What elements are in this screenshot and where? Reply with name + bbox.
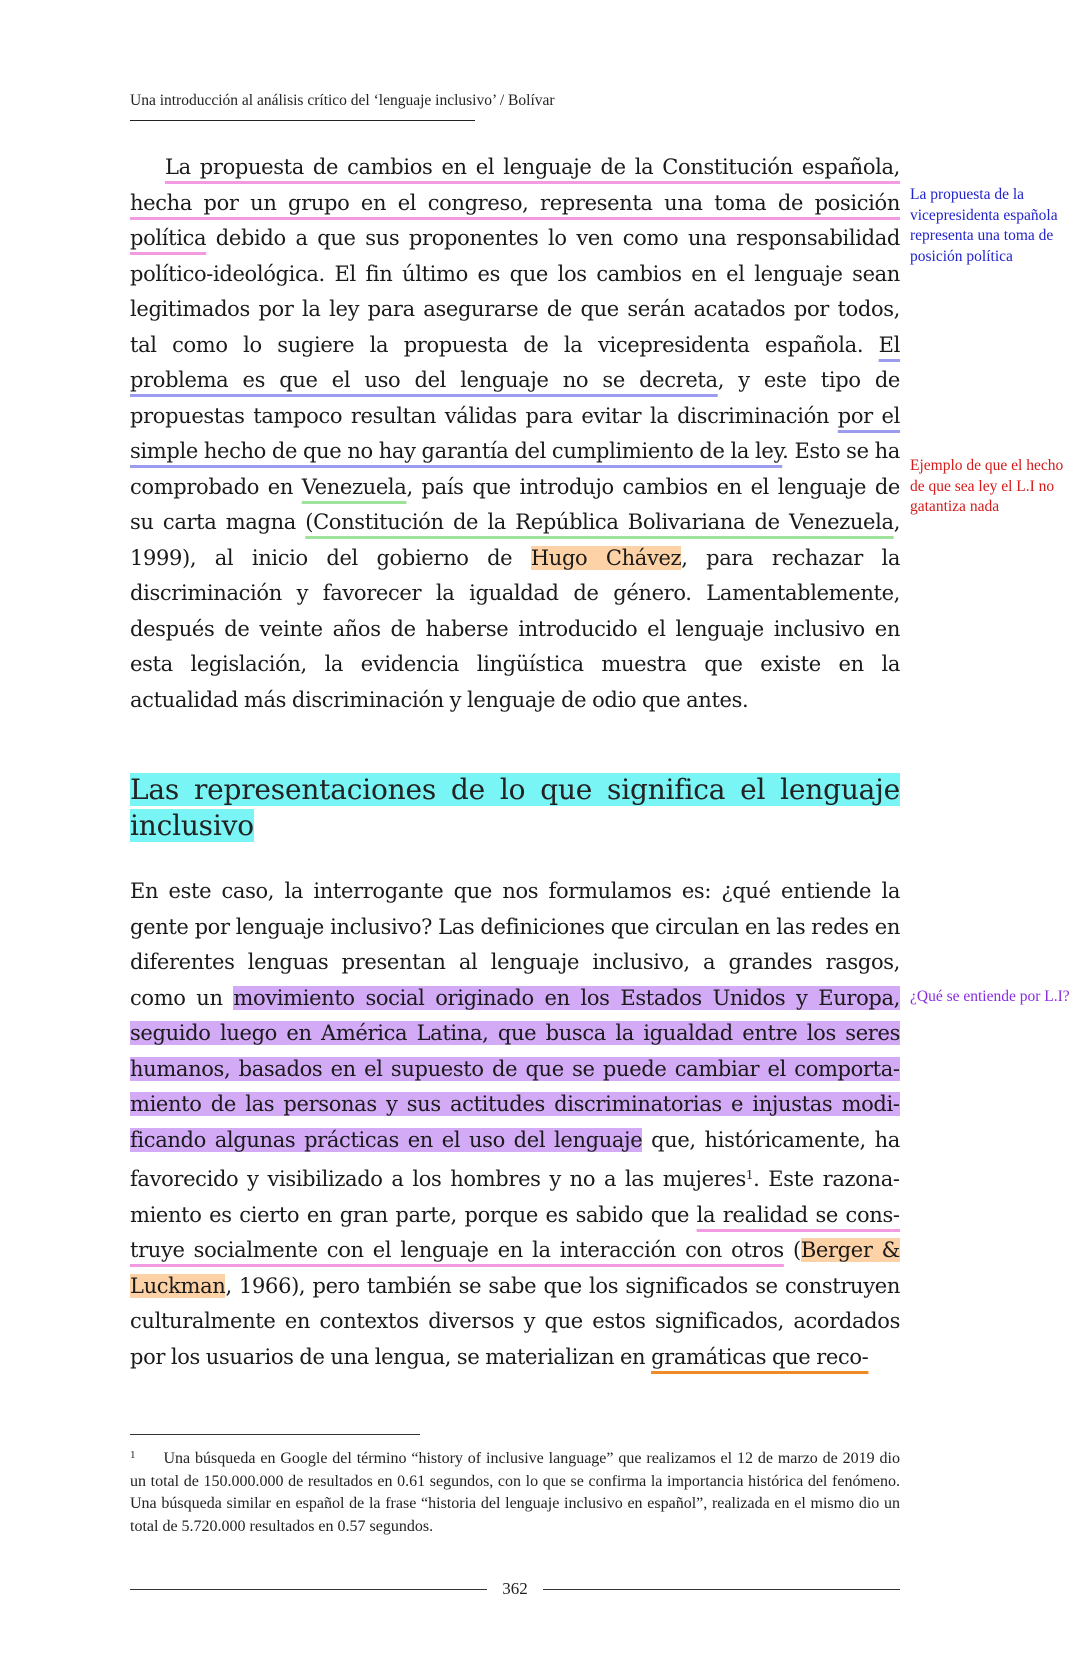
section-heading xyxy=(130,772,900,844)
paragraph-2 xyxy=(130,874,900,1375)
footnote xyxy=(130,1444,900,1538)
page-number: 362 xyxy=(502,1579,528,1598)
paragraph-text-run: , y este tipo de propuestas tampoco resultan válidas para evitar la discriminación xyxy=(130,368,901,428)
paragraph-text-run: , 1966), pero también se sabe que los significados se construyen culturalmente en contextos diversos y que estos significados, acordados por los usuarios de una lengua, se materializan en xyxy=(130,1273,900,1369)
annotation-underline-pink: La propuesta de cambios en el lenguaje de la Constitución española, hecha por un grupo en el congreso, representa una toma de posición política xyxy=(130,155,900,250)
footer-rule-left xyxy=(130,1589,487,1590)
margin-note-red: Ejemplo de que el hecho de que sea ley el L.I no gatantiza nada xyxy=(910,457,1064,515)
paragraph-1-text xyxy=(130,150,900,718)
annotation-highlight-peach: Berger & Luckman xyxy=(130,1238,900,1298)
paragraph-text-run: . Esto se ha comprobado en xyxy=(130,439,900,499)
paragraph-text-run: En este caso, la interrogante que nos formulamos es: ¿qué entiende la gente por lenguaje inclusivo? Las definiciones que circulan en las redes en diferentes lenguas presentan al lenguaje inclusivo, a grandes rasgos, como un xyxy=(130,879,900,1010)
annotation-underline-green: Venezuela xyxy=(301,474,407,499)
paragraph-text-run: . Este razonamiento es cierto en gran parte, porque es sabido que xyxy=(130,1167,900,1227)
annotation-underline-orange: gramáticas que reco- xyxy=(651,1344,869,1369)
annotation-underline-pink: la realidad se construye socialmente con el lenguaje en la interacción con otros xyxy=(130,1202,900,1262)
footnote-reference[interactable]: 1 xyxy=(745,1168,754,1182)
footnote-text: Una búsqueda en Google del término “history of inclusive language” que realizamos el 12 de marzo de 2019 dio un total de 150.000.000 de resultados en 0.61 segundos, con lo que se confirma la importancia histórica del fenómeno. Una búsqueda similar en español de la frase “historia del lenguaje inclusivo en español”, realizada en el mismo dio un total de 5.720.000 resultados en 0.57 segundos. xyxy=(130,1450,900,1535)
paragraph-text-run: que, históricamente, ha favorecido y visibilizado a los hombres y no a las mujeres xyxy=(130,1127,900,1191)
paragraph-text-run: debido a que sus proponentes lo ven como una responsabilidad político-ideológica. El fin último es que los cambios en el lenguaje sean legitimados por la ley para asegurarse de que serán acatados por todos, tal como lo sugiere la propuesta de la vicepresidenta española. xyxy=(130,226,900,357)
page-footer xyxy=(130,1576,900,1602)
footer-rule-right xyxy=(543,1589,900,1590)
paragraph-text-run: , 1999), al inicio del gobierno de xyxy=(130,510,901,570)
paragraph-text-run: ( xyxy=(783,1238,801,1262)
running-head: Una introducción al análisis crítico del ‘lenguaje inclusivo’ / Bolívar xyxy=(130,92,475,121)
paragraph-text-run: , para rechazar la discriminación y favorecer la igualdad de género. Lamentablemente, después de veinte años de haberse introducido el lenguaje inclusivo en esta legislación, la evidencia lingüística muestra que existe en la actualidad más discriminación y lenguaje de odio que antes. xyxy=(130,545,901,712)
paragraph-2-text xyxy=(130,874,900,1375)
annotation-highlight-violet: movimiento social originado en los Estados Unidos y Europa, seguido luego en América Latina, que busca la igualdad entre los seres humanos, basados en el supuesto de que se puede cambiar el comportamiento de las personas y sus actitudes discriminatorias e injustas modificando algunas prácticas en el uso del lenguaje xyxy=(130,985,901,1152)
annotation-underline-blue: El problema es que el uso del lenguaje no se decreta xyxy=(130,332,900,392)
annotation-highlight-cyan: Las representaciones de lo que significa el lenguaje inclusivo xyxy=(130,773,900,842)
margin-note-blue: La propuesta de la vicepresidenta española representa una toma de posición política xyxy=(910,186,1058,265)
footnote-mark: 1 xyxy=(130,1449,136,1461)
annotation-underline-green: (Constitución de la República Bolivariana de Venezuela xyxy=(305,510,894,534)
footnote-divider xyxy=(130,1434,420,1435)
margin-note-purple: ¿Qué se entiende por L.I? xyxy=(910,988,1070,1005)
annotation-underline-blue: por el simple hecho de que no hay garantía del cumplimiento de la ley xyxy=(130,403,900,463)
annotation-highlight-peach: Hugo Chávez xyxy=(530,545,682,570)
paragraph-1 xyxy=(130,150,900,718)
paragraph-text-run: , país que introdujo cambios en el lenguaje de su carta magna xyxy=(130,474,900,534)
